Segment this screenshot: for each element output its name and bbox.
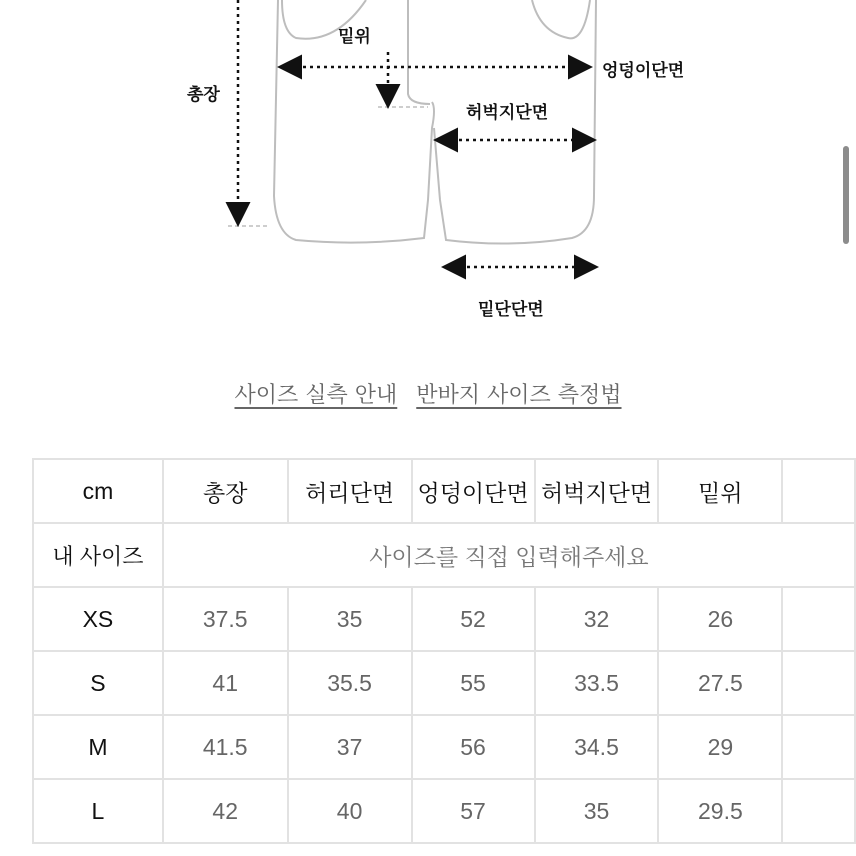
column-header-waist: 허리단면 — [288, 459, 412, 523]
table-cell: 27.5 — [658, 651, 782, 715]
table-cell: 40 — [288, 779, 412, 843]
column-header-rise: 밑위 — [658, 459, 782, 523]
table-cell: 35 — [288, 587, 412, 651]
table-row — [33, 587, 855, 651]
size-label: M — [33, 715, 163, 779]
table-cell: 33.5 — [535, 651, 659, 715]
table-cell-overflow — [782, 651, 855, 715]
my-size-row — [33, 523, 855, 587]
table-row — [33, 779, 855, 843]
table-cell-overflow — [782, 715, 855, 779]
column-header-hip: 엉덩이단면 — [412, 459, 535, 523]
table-cell: 37 — [288, 715, 412, 779]
table-cell: 41 — [163, 651, 288, 715]
column-header-thigh: 허벅지단면 — [535, 459, 659, 523]
thigh-width-label: 허벅지단면 — [466, 103, 549, 123]
table-cell: 37.5 — [163, 587, 288, 651]
column-header-overflow — [782, 459, 855, 523]
total-length-label: 총장 — [187, 85, 220, 105]
table-cell: 42 — [163, 779, 288, 843]
measure-method-link[interactable]: 반바지 사이즈 측정법 — [416, 383, 622, 408]
table-cell: 35 — [535, 779, 659, 843]
size-table — [32, 458, 856, 844]
size-guide-links — [0, 378, 856, 410]
table-row — [33, 651, 855, 715]
table-cell: 57 — [412, 779, 535, 843]
table-row — [33, 715, 855, 779]
shorts-outline-illustration — [0, 0, 856, 340]
my-size-label: 내 사이즈 — [33, 523, 163, 587]
table-cell: 29 — [658, 715, 782, 779]
my-size-input[interactable]: 사이즈를 직접 입력해주세요 — [163, 523, 855, 587]
table-cell: 55 — [412, 651, 535, 715]
table-cell: 41.5 — [163, 715, 288, 779]
size-label: S — [33, 651, 163, 715]
table-cell: 32 — [535, 587, 659, 651]
table-header-row — [33, 459, 855, 523]
rise-label: 밑위 — [338, 27, 371, 47]
unit-header: cm — [33, 459, 163, 523]
column-header-total-length: 총장 — [163, 459, 288, 523]
table-cell: 52 — [412, 587, 535, 651]
table-cell: 56 — [412, 715, 535, 779]
size-guide-link[interactable]: 사이즈 실측 안내 — [234, 383, 398, 408]
scrollbar-thumb[interactable] — [843, 146, 849, 244]
table-cell: 34.5 — [535, 715, 659, 779]
table-cell-overflow — [782, 587, 855, 651]
size-label: L — [33, 779, 163, 843]
size-diagram — [0, 0, 856, 340]
hem-width-label: 밑단단면 — [478, 300, 544, 320]
table-cell: 29.5 — [658, 779, 782, 843]
table-cell: 35.5 — [288, 651, 412, 715]
table-cell-overflow — [782, 779, 855, 843]
size-label: XS — [33, 587, 163, 651]
table-cell: 26 — [658, 587, 782, 651]
hip-width-label: 엉덩이단면 — [602, 61, 685, 81]
